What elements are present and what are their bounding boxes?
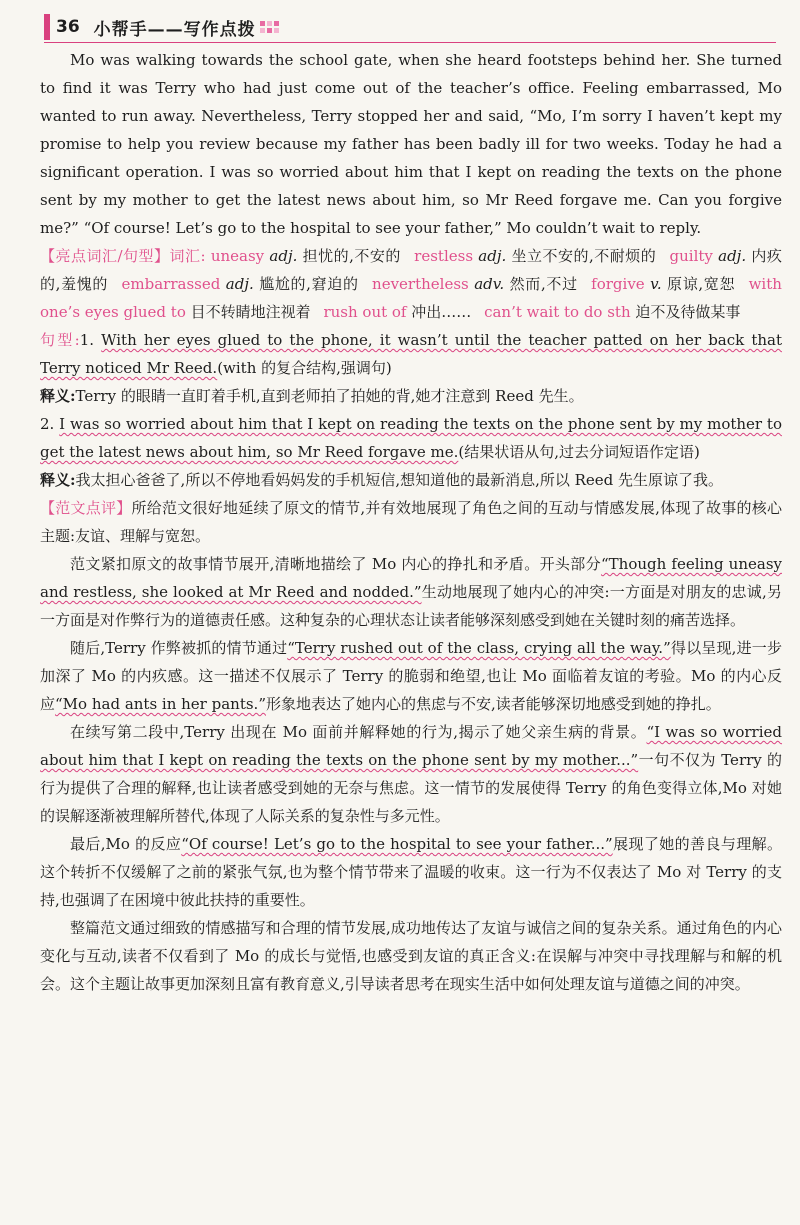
vocab-item: embarrassed adj. 尴尬的,窘迫的 xyxy=(121,275,359,293)
vocab-item: uneasy adj. 担忧的,不安的 xyxy=(210,247,401,265)
review-paragraph: 最后,Mo 的反应“Of course! Let’s go to the hospital to see your father...”展现了她的善良与理解。这个转折不仅缓解了之前的紧张气氛,也为整个情节带来了温暖的收束。这一行为不仅表达了 Mo 对 Terry 的支持,也强调了在困境中彼此扶持的重要性。 xyxy=(40,835,782,909)
sentence-2-explanation: 释义:我太担心爸爸了,所以不停地看妈妈发的手机短信,想知道他的最新消息,所以 Reed 先生原谅了我。 xyxy=(40,471,724,489)
page-number: 36 xyxy=(56,17,80,37)
review-intro: 【范文点评】所给范文很好地延续了原文的情节,并有效地展现了角色之间的互动与情感发展,体现了故事的核心主题:友谊、理解与宽恕。 xyxy=(40,499,782,545)
review-conclusion: 整篇范文通过细致的情感描写和合理的情节发展,成功地传达了友谊与诚信之间的复杂关系。通过角色的内心变化与互动,读者不仅看到了 Mo 的成长与觉悟,也感受到友谊的真正含义:在误解与冲突中寻找理解与和解的机会。这个主题让故事更加深刻且富有教育意义,引导读者思考在现实生活中如何处理友谊与道德之间的冲突。 xyxy=(40,919,782,993)
review-paragraph: 在续写第二段中,Terry 出现在 Mo 面前并解释她的行为,揭示了她父亲生病的背景。“I was so worried about him that I kept on reading the texts on the phone sent by my mother...”一句不仅为 Terry 的行为提供了合理的解释,也让读者感受到她的无奈与焦虑。这一情节的发展使得 Terry 的角色变得立体,Mo 对她的误解逐渐被理解所替代,体现了人际关系的复杂性与多元性。 xyxy=(40,723,783,825)
vocab-item: guilty adj. 内疚的,羞愧的 xyxy=(40,247,782,293)
review-paragraph: 范文紧扣原文的故事情节展开,清晰地描绘了 Mo 内心的挣扎和矛盾。开头部分“Though feeling uneasy and restless, she looked at Mr Reed and nodded.”生动地展现了她内心的冲突:一方面是对朋友的忠诚,另一方面是对作弊行为的道德责任感。这种复杂的心理状态让读者能够深刻感受到她在关键时刻的痛苦选择。 xyxy=(40,555,782,629)
sentence-2: 2. I was so worried about him that I kept on reading the texts on the phone sent by my mother to get the latest news about him, so Mr Reed forgave me.(结果状语从句,过去分词短语作定语) xyxy=(40,415,782,461)
review-section-label: 【范文点评】 xyxy=(40,499,132,517)
sentence-1-explanation: 释义:Terry 的眼睛一直盯着手机,直到老师拍了拍她的背,她才注意到 Reed 先生。 xyxy=(40,387,584,405)
vocab-item: restless adj. 坐立不安的,不耐烦的 xyxy=(414,247,657,265)
vocab-item: with one’s eyes glued to 目不转睛地注视着 xyxy=(40,275,782,321)
header-divider xyxy=(44,42,776,43)
page-header xyxy=(44,12,279,42)
vocab-item: can’t wait to do sth 迫不及待做某事 xyxy=(484,303,741,321)
model-story-paragraph: Mo was walking towards the school gate, when she heard footsteps behind her. She turned to find it was Terry who had just come out of the teacher’s office. Feeling embarrassed, Mo wanted to run away. Nevertheless, Terry stopped her and said, “Mo, I’m sorry I haven’t kept my promise to help you review because my father has been badly ill for two weeks. Today he had a significant operation. I was so worried about him that I kept on reading the texts on the phone sent by my mother to get the latest news about him, so Mr Reed forgave me. Can you forgive me?” “Of course! Let’s go to the hospital to see your father,” Mo couldn’t wait to reply. xyxy=(40,51,782,237)
vocab-section xyxy=(40,242,782,326)
vocab-section-label: 【亮点词汇/句型】 xyxy=(40,247,170,265)
review-paragraph: 随后,Terry 作弊被抓的情节通过“Terry rushed out of the class, crying all the way.”得以呈现,进一步加深了 Mo 的内疚感。这一描述不仅展示了 Terry 的脆弱和绝望,也让 Mo 面临着友谊的考验。Mo 的内心反应“Mo had ants in her pants.”形象地表达了她内心的焦虑与不安,读者能够深切地感受到她的挣扎。 xyxy=(40,639,782,713)
sentence-1: 句型:1. With her eyes glued to the phone, it wasn’t until the teacher patted on her back that Terry noticed Mr Reed.(with 的复合结构,强调句) xyxy=(40,331,782,377)
vocab-item: rush out of 冲出…… xyxy=(323,303,472,321)
vocab-sub-label: 词汇: xyxy=(169,247,206,265)
sentence-note: (结果状语从句,过去分词短语作定语) xyxy=(458,443,700,461)
sentence-text: With her eyes glued to the phone, it wasn’t until the teacher patted on her back that Terry noticed Mr Reed. xyxy=(40,331,782,377)
decorative-squares-icon xyxy=(260,21,279,33)
vocab-item: nevertheless adv. 然而,不过 xyxy=(372,275,578,293)
vocab-item: forgive v. 原谅,宽恕 xyxy=(591,275,736,293)
sentence-note: (with 的复合结构,强调句) xyxy=(217,359,392,377)
sentence-text: I was so worried about him that I kept on reading the texts on the phone sent by my mother to get the latest news about him, so Mr Reed forgave me. xyxy=(40,415,782,461)
sentence-section-label: 句型: xyxy=(40,331,80,349)
header-accent-bar xyxy=(44,14,50,40)
header-title: 小帮手——写作点拨 xyxy=(93,19,256,40)
page-content xyxy=(40,46,782,998)
